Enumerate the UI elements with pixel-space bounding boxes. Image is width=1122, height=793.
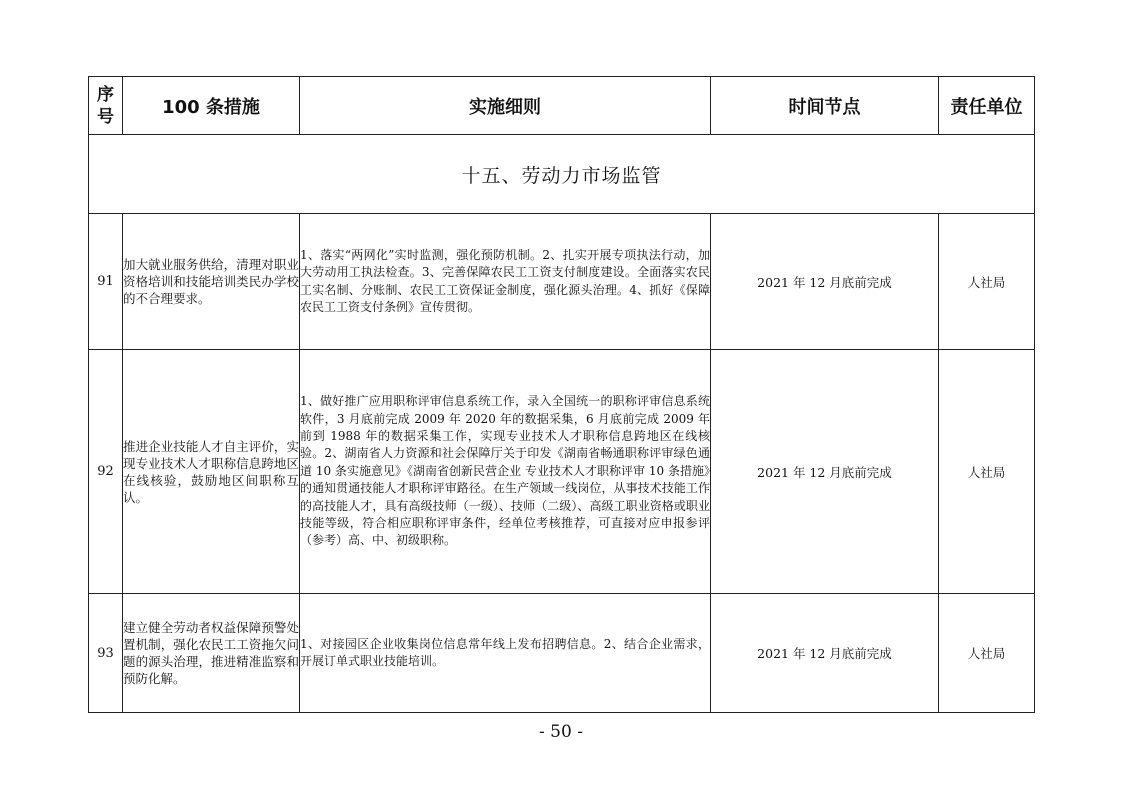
row-time: 2021 年 12 月底前完成 xyxy=(711,214,939,350)
row-measure: 加大就业服务供给，清理对职业资格培训和技能培训类民办学校的不合理要求。 xyxy=(123,214,300,350)
row-unit: 人社局 xyxy=(939,594,1035,713)
header-measure: 100 条措施 xyxy=(123,77,300,135)
row-detail: 1、做好推广应用职称评审信息系统工作，录入全国统一的职称评审信息系统软件，3 月底前完成 2009 年 2020 年的数据采集，6 月底前完成 2009 年前到 1988 年的数据采集工作，实现专业技术人才职称信息跨地区在线核验。2、湖南省人力资源和社会保障厅关于印发《湖南省畅通职称评审绿色通道 10 条实施意见》《湖南省创新民营企业 专业技术人才职称评审 10 条措施》的通知贯通技能人才职称评审路径。在生产领域一线岗位，从事技术技能工作的高技能人才，具有高级技师（一级）、技师（二级）、高级工职业资格或职业技能等级，符合相应职称评审条件，经单位考核推荐，可直接对应申报参评（参考）高、中、初级职称。 xyxy=(300,350,711,594)
page-number: - 50 - xyxy=(539,722,583,742)
header-unit: 责任单位 xyxy=(939,77,1035,135)
section-row xyxy=(89,135,1035,214)
table-row xyxy=(89,594,1035,713)
table-row xyxy=(89,350,1035,594)
table-row xyxy=(89,214,1035,350)
section-title: 十五、劳动力市场监管 xyxy=(89,135,1035,214)
row-number: 91 xyxy=(89,214,123,350)
measures-table xyxy=(88,76,1035,713)
table-header-row xyxy=(89,77,1035,135)
row-measure: 推进企业技能人才自主评价，实现专业技术人才职称信息跨地区在线核验，鼓励地区间职称互认。 xyxy=(123,350,300,594)
row-time: 2021 年 12 月底前完成 xyxy=(711,350,939,594)
row-number: 92 xyxy=(89,350,123,594)
header-detail: 实施细则 xyxy=(300,77,711,135)
row-number: 93 xyxy=(89,594,123,713)
row-detail: 1、落实“两网化”实时监测，强化预防机制。2、扎实开展专项执法行动，加大劳动用工执法检查。3、完善保障农民工工资支付制度建设。全面落实农民工实名制、分账制、农民工工资保证金制度，强化源头治理。4、抓好《保障农民工工资支付条例》宣传贯彻。 xyxy=(300,214,711,350)
row-time: 2021 年 12 月底前完成 xyxy=(711,594,939,713)
row-measure: 建立健全劳动者权益保障预警处置机制，强化农民工工资拖欠问题的源头治理，推进精准监察和预防化解。 xyxy=(123,594,300,713)
row-unit: 人社局 xyxy=(939,214,1035,350)
header-no: 序号 xyxy=(89,77,123,135)
row-detail: 1、对接园区企业收集岗位信息常年线上发布招聘信息。2、结合企业需求，开展订单式职业技能培训。 xyxy=(300,594,711,713)
header-time: 时间节点 xyxy=(711,77,939,135)
row-unit: 人社局 xyxy=(939,350,1035,594)
